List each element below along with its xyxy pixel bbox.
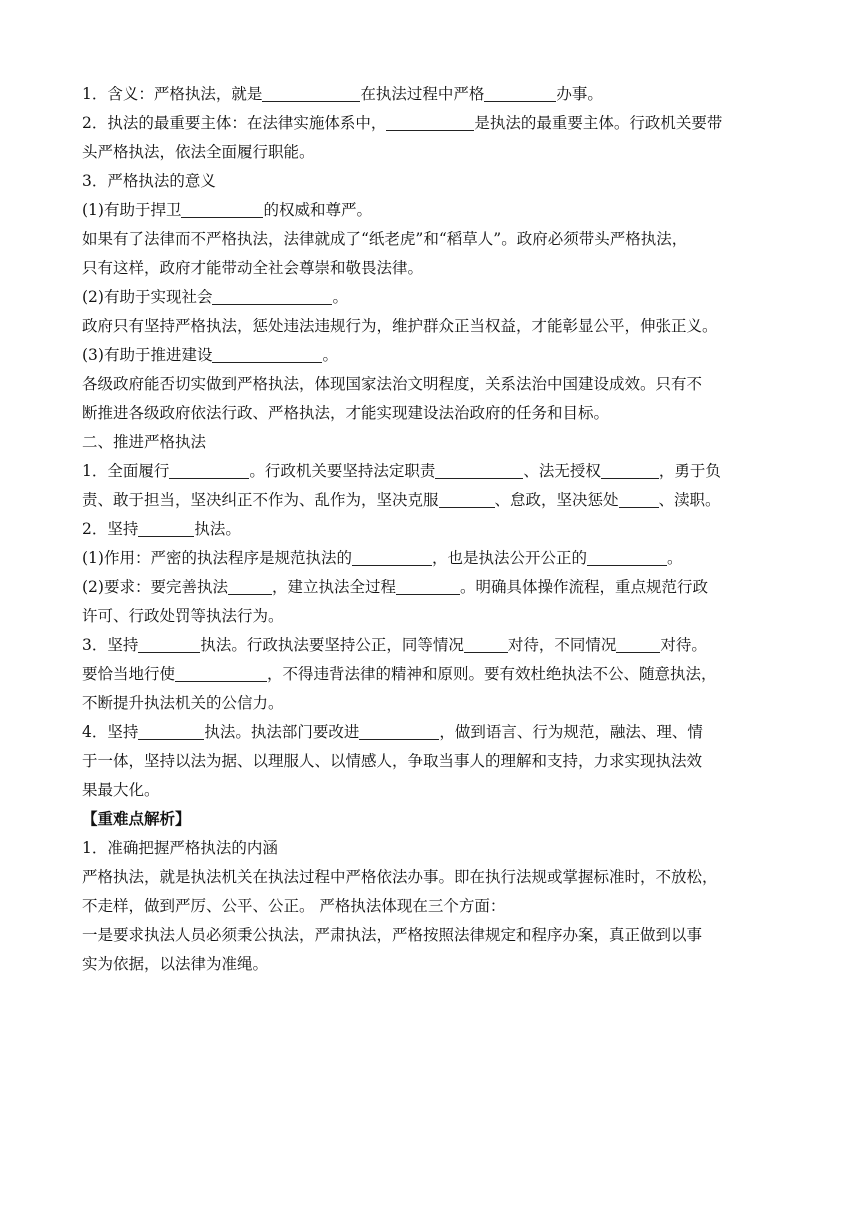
fill-blank[interactable] [212,286,332,305]
text-run: 不走样，做到严厉、公平、公正。 严格执法体现在三个方面： [82,897,506,915]
text-run: 二、推进严格执法 [82,433,207,451]
text-line [82,747,780,776]
fill-blank[interactable] [386,112,474,131]
text-line [82,631,780,660]
text-line [82,225,780,254]
text-run: 、渎职。 [658,491,721,509]
text-run: 。明确具体操作流程，重点规范行政 [459,578,708,596]
text-run: 【重难点解析】 [82,810,191,828]
text-run: 3．严格执法的意义 [82,172,216,190]
text-run: 在执法过程中严格 [360,85,485,103]
fill-blank[interactable] [169,460,249,479]
text-run: 办事。 [556,85,603,103]
text-line [82,312,780,341]
text-line [82,457,780,486]
fill-blank[interactable] [619,489,659,508]
text-run: 1．准确把握严格执法的内涵 [82,839,278,857]
text-run: 头严格执法，依法全面履行职能。 [82,143,315,161]
text-line [82,602,780,631]
text-run: 对待。 [660,636,707,654]
text-line [82,921,780,950]
fill-blank[interactable] [616,634,660,653]
text-line [82,109,780,138]
text-run: (2)有助于实现社会 [82,288,213,306]
text-line [82,341,780,370]
text-run: 只有这样，政府才能带动全社会尊崇和敬畏法律。 [82,259,424,277]
section-heading [82,428,780,457]
text-line [82,80,780,109]
text-line [82,515,780,544]
text-run: 执法。执法部门要改进 [204,723,360,741]
text-run: 于一体，坚持以法为据、以理服人、以情感人，争取当事人的理解和支持，力求实现执法效 [82,752,703,770]
text-run: (2)要求：要完善执法 [82,578,228,596]
text-line [82,863,780,892]
fill-blank[interactable] [439,489,495,508]
text-run: 不断提升执法机关的公信力。 [82,694,284,712]
text-run: (1)作用：严密的执法程序是规范执法的 [82,549,352,567]
text-run: 1．含义：严格执法，就是 [82,85,263,103]
text-run: 、怠政，坚决惩处 [494,491,619,509]
text-run: ，也是执法公开公正的 [431,549,587,567]
text-run: 。 [322,346,338,364]
fill-blank[interactable] [138,518,194,537]
fill-blank[interactable] [352,547,432,566]
text-run: 许可、行政处罚等执法行为。 [82,607,284,625]
text-run: 实为依据，以法律为准绳。 [82,955,269,973]
text-run: 政府只有坚持严格执法，惩处违法违规行为，维护群众正当权益，才能彰显公平，伸张正义。 [82,317,718,335]
fill-blank[interactable] [212,344,322,363]
fill-blank[interactable] [601,460,659,479]
text-run: (3)有助于推进建设 [82,346,213,364]
text-line [82,544,780,573]
text-line [82,486,780,515]
text-line [82,283,780,312]
text-run: 的权威和尊严。 [263,201,372,219]
fill-blank[interactable] [484,83,556,102]
fill-blank[interactable] [228,576,272,595]
text-line [82,718,780,747]
text-run: 、法无授权 [523,462,601,480]
text-run: 。行政机关要坚持法定职责 [249,462,436,480]
text-line [82,950,780,979]
text-run: ，不得违背法律的精神和原则。要有效杜绝执法不公、随意执法， [267,665,717,683]
text-run: 是执法的最重要主体。行政机关要带 [474,114,723,132]
text-run: 。 [666,549,683,567]
text-line [82,660,780,689]
text-line [82,399,780,428]
text-run: ，勇于负 [658,462,721,480]
text-run: 3．坚持 [82,636,139,654]
text-run: 执法。 [194,520,241,538]
fill-blank[interactable] [181,199,263,218]
text-line [82,138,780,167]
text-line [82,573,780,602]
text-line [82,370,780,399]
text-run: 2．执法的最重要主体：在法律实施体系中， [82,114,387,132]
text-run: 果最大化。 [82,781,160,799]
text-line [82,254,780,283]
key-points-heading [82,805,780,834]
fill-blank[interactable] [359,721,439,740]
fill-blank[interactable] [138,634,200,653]
document-body [82,80,780,979]
text-run: 要恰当地行使 [82,665,176,683]
text-run: 2．坚持 [82,520,139,538]
fill-blank[interactable] [435,460,523,479]
fill-blank[interactable] [396,576,460,595]
text-run: ，做到语言、行为规范，融法、理、情 [439,723,703,741]
text-line [82,776,780,805]
section-heading [82,834,780,863]
fill-blank[interactable] [262,83,360,102]
fill-blank[interactable] [587,547,667,566]
text-run: 严格执法，就是执法机关在执法过程中严格依法办事。即在执行法规或掌握标准时，不放松， [82,868,718,886]
text-run: 。 [332,288,348,306]
text-run: 各级政府能否切实做到严格执法，体现国家法治文明程度，关系法治中国建设成效。只有不 [82,375,703,393]
text-run: 执法。行政执法要坚持公正，同等情况 [200,636,464,654]
text-line [82,892,780,921]
text-run: 一是要求执法人员必须秉公执法，严肃执法，严格按照法律规定和程序办案，真正做到以事 [82,926,703,944]
text-run: 1．全面履行 [82,462,170,480]
section-heading [82,167,780,196]
fill-blank[interactable] [464,634,508,653]
text-line [82,196,780,225]
text-run: 断推进各级政府依法行政、严格执法，才能实现建设法治政府的任务和目标。 [82,404,610,422]
text-run: 责、敢于担当，坚决纠正不作为、乱作为，坚决克服 [82,491,439,509]
text-run: (1)有助于捍卫 [82,201,182,219]
text-run: 4．坚持 [82,723,139,741]
text-line [82,689,780,718]
fill-blank[interactable] [175,663,267,682]
text-run: 如果有了法律而不严格执法，法律就成了“纸老虎”和“稻草人”。政府必须带头严格执法， [82,230,688,248]
text-run: 对待，不同情况 [507,636,617,654]
text-run: ，建立执法全过程 [271,578,396,596]
fill-blank[interactable] [138,721,204,740]
